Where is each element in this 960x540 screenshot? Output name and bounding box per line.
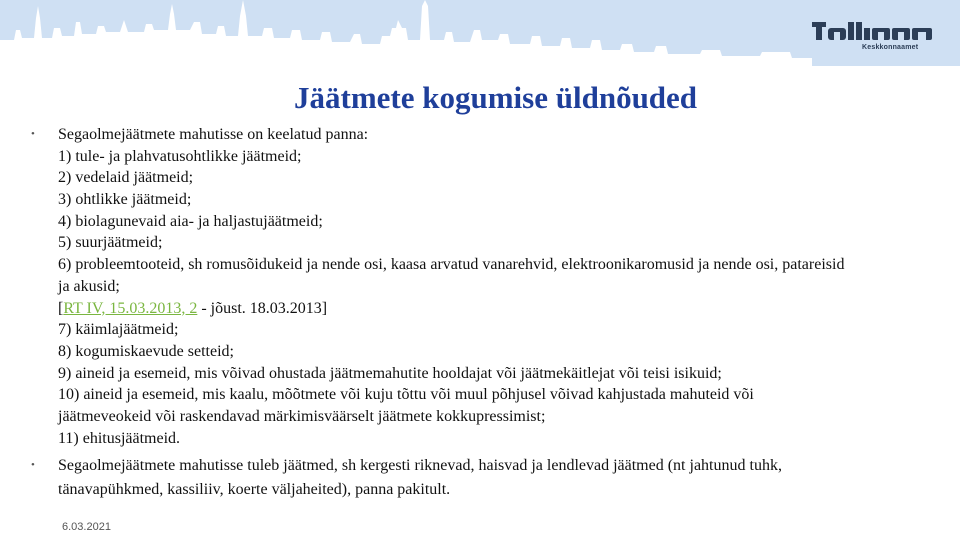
logo-subtitle: Keskkonnaamet <box>862 44 919 51</box>
list-item: 2) vedelaid jäätmeid; <box>58 169 194 187</box>
bullet1-intro: Segaolmejäätmete mahutisse on keelatud panna: <box>58 126 369 143</box>
list-item: 3) ohtlikke jäätmeid; <box>58 191 192 209</box>
bullet1-text <box>58 124 844 449</box>
page-title: Jäätmete kogumise üldnõuded <box>294 80 698 115</box>
bullet2-line: tänavapühkmed, kassiliiv, koerte väljaheited), panna pakitult. <box>58 481 451 498</box>
list-item: 4) biolagunevaid aia- ja haljastujäätmeid; <box>58 212 323 230</box>
list-item: 8) kogumiskaevude setteid; <box>58 342 234 360</box>
reference-line <box>58 298 844 320</box>
list-item: jäätmeveokeid või raskendavad märkimisväärselt jäätmete kokkupressimist; <box>58 407 546 425</box>
reference-rest: - jõust. 18.03.2013] <box>197 299 328 317</box>
list-item: 1) tule- ja plahvatusohtlikke jäätmeid; <box>58 147 302 165</box>
reference-open: [ <box>58 299 64 317</box>
list-item: ja akusid; <box>58 277 120 295</box>
footer-date: 6.03.2021 <box>62 521 111 533</box>
list-item: 10) aineid ja esemeid, mis kaalu, mõõtmete või kuju tõttu või muul põhjusel võivad kahjustada mahuteid või <box>58 386 754 404</box>
list-item: 5) suurjäätmeid; <box>58 234 163 252</box>
list-item: 7) käimlajäätmeid; <box>58 321 179 339</box>
tallinn-wordmark-icon <box>812 20 934 42</box>
rt-reference-link[interactable]: RT IV, 15.03.2013, 2 <box>63 299 198 317</box>
list-item: 11) ehitusjäätmeid. <box>58 429 181 447</box>
list-item: 6) probleemtooteid, sh romusõidukeid ja nende osi, kaasa arvatud vanarehvid, elektroonikaromusid ja nende osi, patareisid <box>58 256 845 274</box>
list-item: 9) aineid ja esemeid, mis võivad ohustada jäätmemahutite hooldajat või jäätmekäitlejat või teisi isikuid; <box>58 364 722 382</box>
bullet2-text <box>58 454 782 502</box>
bullet2-line: Segaolmejäätmete mahutisse tuleb jäätmed, sh kergesti riknevad, haisvad ja lendlevad jäätmed (nt jahtunud tuhk, <box>58 457 782 474</box>
bullet-marker: • <box>31 459 35 471</box>
tallinn-logo <box>812 20 934 56</box>
bullet-marker: • <box>31 128 35 140</box>
